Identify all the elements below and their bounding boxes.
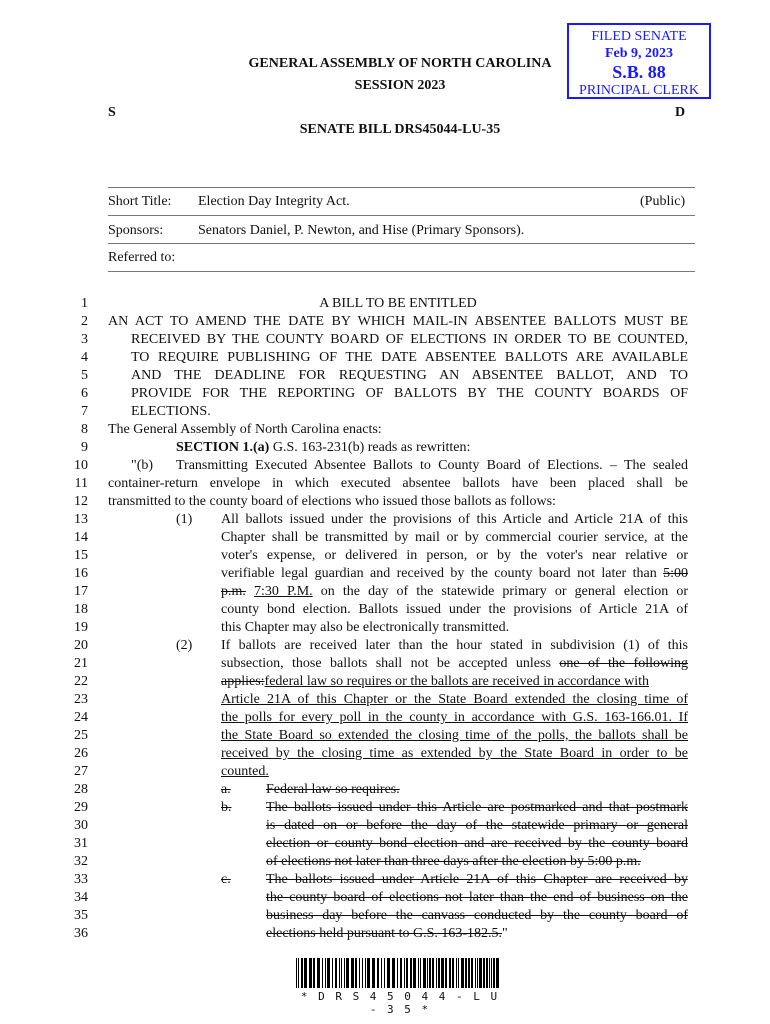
statute-text-line: container-return envelope in which executed absentee ballots have been placed shall be — [108, 476, 688, 491]
barcode-bar — [468, 958, 470, 988]
barcode-bar — [392, 958, 395, 988]
barcode-bar — [438, 958, 440, 988]
barcode-bar — [456, 958, 457, 988]
barcode-bar — [309, 958, 312, 988]
inserted-text-line: Article 21A of this Chapter or the State Board extended the closing time of — [221, 692, 688, 707]
barcode-bar — [441, 958, 444, 988]
line-number: 16 — [74, 566, 88, 581]
statute-text-line: voter's expense, or delivered in person, or by the voter's near relative or — [221, 548, 688, 563]
line-number: 35 — [74, 908, 88, 923]
line-number: 24 — [74, 710, 88, 725]
sub-item-label: b. — [221, 800, 232, 815]
line-number: 5 — [81, 368, 88, 383]
barcode-bar — [367, 958, 370, 988]
inserted-text: 7:30 P.M. — [254, 584, 313, 599]
sponsors-value: Senators Daniel, P. Newton, and Hise (Primary Sponsors). — [198, 223, 525, 238]
barcode-bar — [327, 958, 330, 988]
barcode-bar — [496, 958, 499, 988]
statute-text-line: Chapter shall be transmitted by mail or by commercial courier service, at the — [221, 530, 688, 545]
text-segment: on the day of the statewide primary or general election or — [320, 584, 688, 599]
barcode-bar — [471, 958, 473, 988]
barcode-bar — [475, 958, 476, 988]
statute-text-line: All ballots issued under the provisions of this Article and Article 21A of this — [221, 512, 688, 527]
barcode-bar — [418, 958, 419, 988]
barcode-bar — [346, 958, 349, 988]
statute-text-line: this Chapter may also be electronically transmitted. — [221, 620, 510, 635]
barcode-bar — [449, 958, 451, 988]
line-number: 23 — [74, 692, 88, 707]
stamp-date: Feb 9, 2023 — [604, 46, 674, 61]
barcode-bar — [313, 958, 315, 988]
barcode-bar — [461, 958, 464, 988]
line-number: 7 — [81, 404, 88, 419]
barcode-bar — [477, 958, 478, 988]
barcode-bar — [372, 958, 375, 988]
sub-item-label: c. — [221, 872, 231, 887]
subdivision-number: (1) — [176, 512, 193, 527]
public-label: (Public) — [640, 194, 686, 209]
line-number: 18 — [74, 602, 88, 617]
line-number: 34 — [74, 890, 88, 905]
statute-text-line — [221, 673, 688, 691]
barcode-bar — [296, 958, 297, 988]
barcode-bar — [493, 958, 495, 988]
line-number: 11 — [74, 476, 88, 491]
barcode-bar — [483, 958, 485, 988]
barcode-bar — [322, 958, 323, 988]
act-title-line: AN ACT TO AMEND THE DATE BY WHICH MAIL-IN ABSENTEE BALLOTS MUST BE — [108, 314, 688, 329]
deleted-text-line: election or county bond election and are received by the county board — [266, 836, 688, 851]
line-number: 4 — [81, 350, 88, 365]
act-title-line: PROVIDE FOR THE REPORTING OF BALLOTS BY THE COUNTY BOARDS OF — [131, 386, 688, 401]
act-title-line: RECEIVED BY THE COUNTY BOARD OF ELECTIONS IN ORDER TO BE COUNTED, — [131, 332, 688, 347]
deleted-text-line: the county board of elections not later than the end of business on the — [266, 890, 688, 905]
stamp-principal-clerk: PRINCIPAL CLERK — [579, 83, 699, 98]
inserted-text-line: counted. — [221, 764, 269, 779]
bill-title: SENATE BILL DRS45044-LU-35 — [299, 122, 501, 137]
text-segment: subsection, those ballots shall not be accepted unless — [221, 656, 551, 671]
barcode-bar — [301, 958, 303, 988]
text-segment: verifiable legal guardian and received by the county board not later than — [221, 566, 657, 581]
act-title-line: TO REQUIRE PUBLISHING OF THE DATE ABSENTEE BALLOTS ARE AVAILABLE — [131, 350, 688, 365]
line-number: 6 — [81, 386, 88, 401]
deleted-text: elections held pursuant to G.S. 163-182.5. — [266, 926, 503, 941]
barcode-bar — [465, 958, 467, 988]
rule-4 — [108, 271, 695, 272]
line-number: 31 — [74, 836, 88, 851]
line-number: 25 — [74, 728, 88, 743]
deleted-text-line: The ballots issued under this Article are postmarked and that postmark — [266, 800, 688, 815]
statute-text-line — [266, 925, 508, 943]
closing-quote: " — [502, 926, 508, 941]
inserted-text-line: received by the closing time as extended by the State Board in order to be — [221, 746, 688, 761]
line-number: 12 — [74, 494, 88, 509]
barcode-bar — [400, 958, 402, 988]
deleted-text-line: business day before the canvass conducted by the county board of — [266, 908, 688, 923]
line-number: 17 — [74, 584, 88, 599]
rule-3 — [108, 243, 695, 244]
barcode-bar — [362, 958, 363, 988]
statute-text-line: county bond election. Ballots issued under the provisions of Article 21A of — [221, 602, 688, 617]
line-number: 21 — [74, 656, 88, 671]
line-number: 29 — [74, 800, 88, 815]
barcode-bar — [355, 958, 357, 988]
line-number: 14 — [74, 530, 88, 545]
barcode-text: * D R S 4 5 0 4 4 - L U - 3 5 * — [300, 990, 500, 1016]
barcode-bar — [452, 958, 454, 988]
barcode-bar — [429, 958, 431, 988]
line-number: 15 — [74, 548, 88, 563]
short-title-value: Election Day Integrity Act. — [198, 194, 350, 209]
line-number: 32 — [74, 854, 88, 869]
barcode-bar — [436, 958, 437, 988]
bill-entitled-heading: A BILL TO BE ENTITLED — [319, 296, 477, 311]
inserted-text-line: the polls for every poll in the county in accordance with G.S. 163-166.01. If — [221, 710, 688, 725]
line-number: 22 — [74, 674, 88, 689]
statute-text-line: transmitted to the county board of elections who issued those ballots as follows: — [108, 494, 556, 509]
barcode-bar — [432, 958, 434, 988]
line-number: 1 — [81, 296, 88, 311]
barcode-bar — [413, 958, 416, 988]
line-number: 19 — [74, 620, 88, 635]
barcode-bar — [339, 958, 340, 988]
statute-text-line: If ballots are received later than the hour stated in subdivision (1) of this — [221, 638, 688, 653]
barcode-bar — [335, 958, 337, 988]
deleted-text: 5:00 — [663, 566, 689, 581]
act-title-line: AND THE DEADLINE FOR REQUESTING AN ABSENTEE BALLOT, AND TO — [131, 368, 688, 383]
enacting-clause: The General Assembly of North Carolina enacts: — [108, 422, 382, 437]
barcode-bar — [404, 958, 405, 988]
subsection-label: "(b) — [131, 458, 154, 473]
statute-text-line — [221, 655, 688, 673]
statute-text-line — [221, 565, 688, 583]
deleted-text-line: Federal law so requires. — [266, 782, 400, 797]
rule-top — [108, 187, 695, 188]
inserted-text: federal law so requires or the ballots are received in accordance with — [264, 674, 649, 689]
subdivision-number: (2) — [176, 638, 193, 653]
barcode-bar — [304, 958, 307, 988]
barcode-bar — [479, 958, 482, 988]
line-number: 27 — [74, 764, 88, 779]
deleted-text-line: The ballots issued under Article 21A of this Chapter are received by — [266, 872, 688, 887]
statute-text-line: Transmitting Executed Absentee Ballots to County Board of Elections. – The sealed — [176, 458, 688, 473]
deleted-text-line: is dated on or before the day of the statewide primary or general — [266, 818, 688, 833]
barcode-bar — [344, 958, 345, 988]
sub-item-label: a. — [221, 782, 231, 797]
deleted-text: applies: — [221, 674, 265, 689]
stamp-bill-number: S.B. 88 — [612, 62, 666, 82]
section-text: G.S. 163-231(b) reads as rewritten: — [272, 440, 471, 455]
assembly-title: GENERAL ASSEMBLY OF NORTH CAROLINA — [248, 56, 552, 71]
sponsors-label: Sponsors: — [108, 223, 164, 238]
short-title-label: Short Title: — [108, 194, 172, 209]
barcode-bar — [420, 958, 421, 988]
draft-letter: D — [675, 105, 686, 120]
section-number: SECTION 1.(a) — [176, 440, 270, 455]
barcode-bar — [381, 958, 382, 988]
barcode-bar — [491, 958, 492, 988]
barcode-bar — [489, 958, 490, 988]
barcode-bar — [410, 958, 412, 988]
inserted-text-line: the State Board so extended the closing time of the polls, the ballots shall be — [221, 728, 688, 743]
statute-text-line — [221, 583, 688, 601]
line-number: 33 — [74, 872, 88, 887]
barcode-bar — [423, 958, 426, 988]
barcode — [296, 958, 500, 988]
referred-label: Referred to: — [108, 250, 176, 265]
barcode-bar — [359, 958, 360, 988]
stamp-filed-senate: FILED SENATE — [591, 29, 687, 44]
barcode-bar — [458, 958, 459, 988]
line-number: 13 — [74, 512, 88, 527]
rule-2 — [108, 215, 695, 216]
barcode-bar — [365, 958, 366, 988]
barcode-bar — [397, 958, 398, 988]
barcode-bar — [377, 958, 379, 988]
line-number: 8 — [81, 422, 88, 437]
barcode-bar — [332, 958, 333, 988]
act-title-line: ELECTIONS. — [131, 404, 211, 419]
barcode-bar — [445, 958, 447, 988]
barcode-bar — [384, 958, 385, 988]
barcode-bar — [325, 958, 326, 988]
line-number: 28 — [74, 782, 88, 797]
barcode-bar — [341, 958, 342, 988]
deleted-text: p.m. — [221, 584, 246, 599]
line-number: 30 — [74, 818, 88, 833]
line-number: 3 — [81, 332, 88, 347]
barcode-bar — [486, 958, 488, 988]
barcode-bar — [317, 958, 320, 988]
line-number: 26 — [74, 746, 88, 761]
line-number: 9 — [81, 440, 88, 455]
line-number: 36 — [74, 926, 88, 941]
barcode-bar — [351, 958, 354, 988]
session-title: SESSION 2023 — [354, 78, 446, 93]
line-number: 10 — [74, 458, 88, 473]
deleted-text-line: of elections not later than three days after the election by 5:00 p.m. — [266, 854, 641, 869]
barcode-bar — [387, 958, 390, 988]
barcode-bar — [298, 958, 299, 988]
line-number: 20 — [74, 638, 88, 653]
barcode-bar — [406, 958, 408, 988]
line-number: 2 — [81, 314, 88, 329]
barcode-bar — [427, 958, 428, 988]
section-heading — [176, 439, 470, 457]
senate-letter: S — [108, 105, 116, 120]
deleted-text: one of the following — [559, 656, 688, 671]
